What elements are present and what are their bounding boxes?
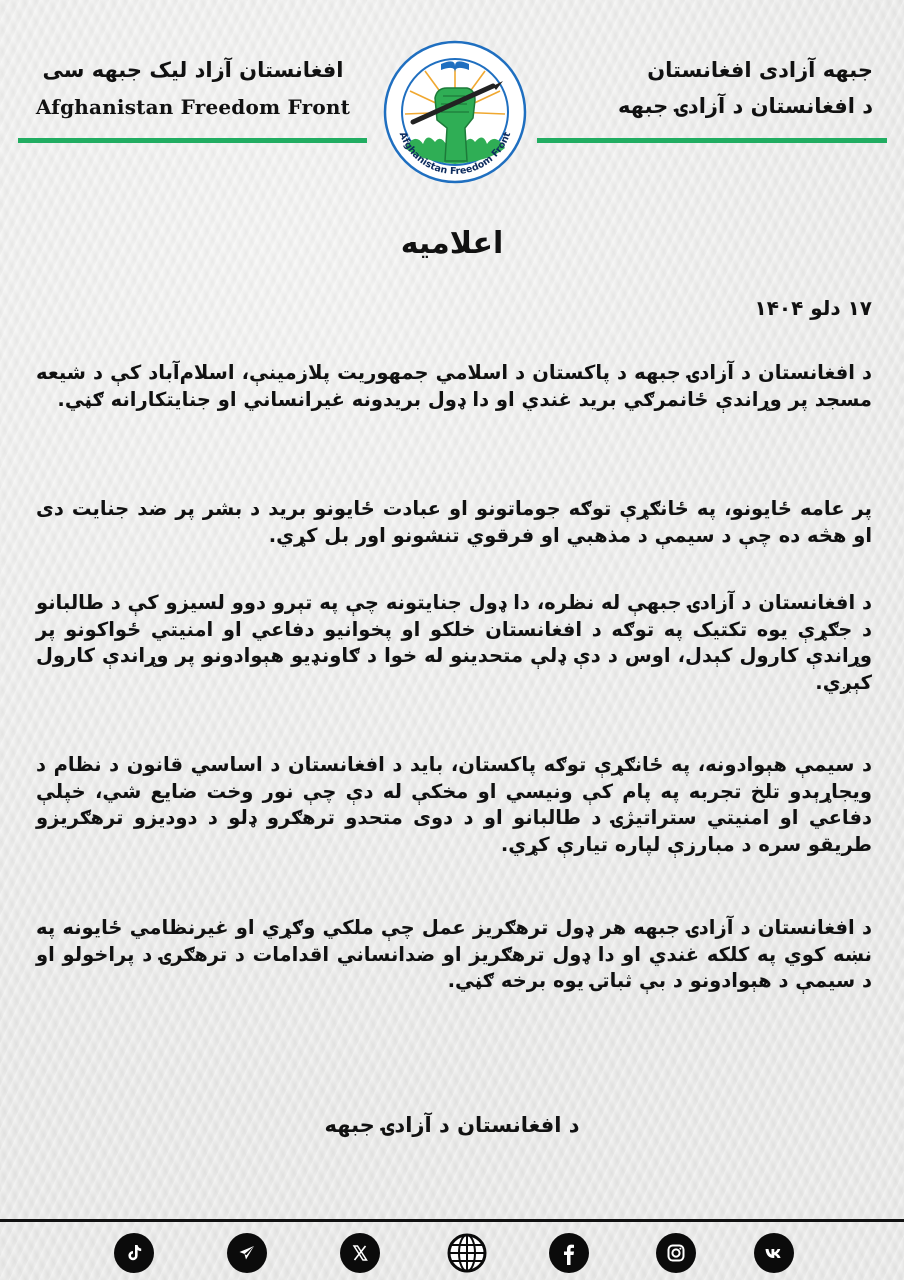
logo-emblem-icon — [375, 36, 535, 186]
document-date: ۱۷ دلو ۱۴۰۴ — [754, 296, 872, 320]
instagram-link[interactable] — [656, 1233, 696, 1273]
x-link[interactable] — [340, 1233, 380, 1273]
paragraph-5: د افغانستان د آزادۍ جبهه هر ډول ترهګریز عمل چې ملکي وګړي او غیرنظامي ځایونه په نښه کوي په کلکه غندي او دا ډول ترهګریز او ضدانساني اقدامات د ترهګرۍ د پراخولو او د سیمې د هېوادونو د بې ثباتۍ یوه برخه ګڼي. — [36, 916, 872, 992]
x-icon — [348, 1241, 372, 1265]
header-left-dari-name: افغانستان آزاد لیک جبهه سی — [42, 58, 344, 82]
paragraph-2: پر عامه ځایونو، په ځانګړې توګه جوماتونو او عبادت ځایونو برید د بشر پر ضد جنایت دی او هڅه ده چې د سیمې د مذهبي او فرقوي تنشونو اور بل کړي. — [36, 497, 872, 547]
header-right-divider — [537, 138, 887, 143]
facebook-icon — [557, 1241, 581, 1265]
afghanistan-freedom-front-logo — [375, 36, 535, 186]
header-right-line-2: د افغانستان د آزادۍ جبهه — [618, 94, 873, 118]
document-signature: د افغانستان د آزادۍ جبهه — [324, 1113, 580, 1137]
vk-link[interactable] — [754, 1233, 794, 1273]
paragraph-4: د سیمې هېوادونه، په ځانګړې توګه پاکستان، باید د افغانستان د اساسي قانون د نظام د ویجاړېدو تلخ تجربه په پام کې ونیسي او مخکې له دې چې نور وخت ضایع شي، خپلې دفاعي او امنیتي ستراتیژۍ د طالبانو او د دوی متحدو ترهګرو ډلو د دودیزو ترهګریزو طریقو سره د مبارزې لپاره تیارې کړي. — [36, 753, 872, 856]
facebook-link[interactable] — [549, 1233, 589, 1273]
telegram-link[interactable] — [227, 1233, 267, 1273]
document-title: اعلامیه — [400, 226, 504, 261]
svg-text:Afghanistan Freedom Front: Afghanistan Freedom Front — [396, 130, 514, 178]
website-link[interactable] — [447, 1233, 487, 1273]
tiktok-link[interactable] — [114, 1233, 154, 1273]
footer-divider — [0, 1219, 904, 1222]
instagram-icon — [664, 1241, 688, 1265]
vk-icon — [762, 1241, 786, 1265]
paragraph-1: د افغانستان د آزادۍ جبهه د پاکستان د اسلامي جمهوریت پلازمینې، اسلام‌آباد کې د شیعه مسجد پر وړاندې ځانمرګي برید غندي او دا ډول بریدونه غیرانساني او جنایتکارانه ګڼي. — [36, 361, 872, 411]
globe-icon — [447, 1233, 487, 1273]
header-left-english-name: Afghanistan Freedom Front — [35, 95, 351, 119]
tiktok-icon — [122, 1241, 146, 1265]
telegram-icon — [235, 1241, 259, 1265]
header-right-line-1: جبهه آزادی افغانستان — [647, 58, 873, 82]
header-left-divider — [18, 138, 367, 143]
paragraph-3: د افغانستان د آزادۍ جبهې له نظره، دا ډول جنایتونه چې په تېرو دوو لسیزو کې د طالبانو د جګړې یوه تکتیک په توګه د افغانستان خلکو او پخوانیو دفاعي او امنیتي ځواکونو پر وړاندې کارول کېدل، اوس د دې ډلې متحدینو له خوا د ګاونډیو هېوادونو پر وړاندې کارول کېږي. — [36, 591, 872, 694]
svg-text:2022: 2022 — [406, 122, 421, 141]
